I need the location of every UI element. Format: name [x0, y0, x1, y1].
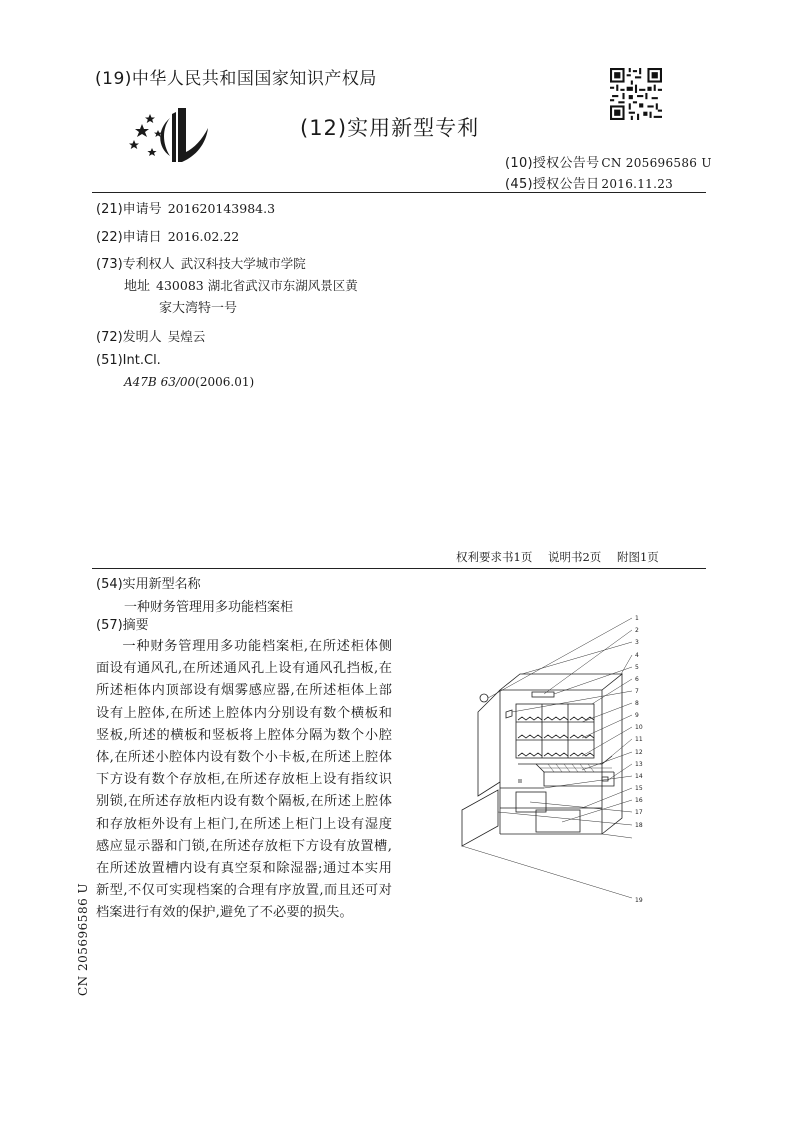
figure-label-15: 15 — [635, 785, 643, 792]
publication-date-label: (45)授权公告日 — [505, 177, 600, 192]
page-counts — [456, 549, 671, 565]
publication-number: CN 205696586 U — [601, 156, 712, 170]
address-line-1: 430083 湖北省武汉市东湖风景区黄 — [156, 278, 358, 293]
ipc-date: (2006.01) — [195, 375, 255, 389]
application-date: 2016.02.22 — [167, 229, 240, 244]
figure-label-9: 9 — [635, 712, 639, 719]
title-label: (54)实用新型名称 — [96, 577, 201, 592]
address-field — [124, 275, 358, 294]
figure-label-18: 18 — [635, 822, 643, 829]
side-publication-code: CN 205696586 U — [76, 882, 90, 996]
patentee: 武汉科技大学城市学院 — [180, 256, 306, 271]
patentee-field — [96, 253, 306, 272]
publication-date: 2016.11.23 — [601, 177, 674, 191]
ipc-classification — [124, 375, 254, 389]
office-name: (19)中华人民共和国国家知识产权局 — [95, 69, 377, 89]
claims-pages: 权利要求书1页 — [456, 550, 533, 564]
qr-code-icon — [610, 68, 662, 120]
inventor-field — [96, 326, 205, 345]
header-divider — [92, 192, 706, 193]
document-type: (12)实用新型专利 — [300, 116, 480, 140]
figure-label-6: 6 — [635, 676, 639, 683]
section-divider — [92, 568, 706, 569]
abstract-label: (57)摘要 — [96, 618, 149, 633]
ipc-code: A47B 63/00 — [124, 375, 196, 389]
inventor: 吴煌云 — [167, 329, 206, 344]
figure-label-10: 10 — [635, 724, 643, 731]
figure-label-3: 3 — [635, 639, 639, 646]
abstract-text: 一种财务管理用多功能档案柜,在所述柜体侧面设有通风孔,在所述通风孔上设有通风孔挡板,在所述柜体内顶部设有烟雾感应器,在所述柜体上部设有上腔体,在所述上腔体内分别设有数个横板和竖板,所述的横板和竖板将上腔体分隔为数个小腔体,在所述小腔体内设有数个小卡板,在所述上腔体下方设有数个存放柜,在所述存放柜上设有指纹识别锁,在所述存放柜内设有数个隔板,在所述上腔体和存放柜外设有上柜门,在所述上柜门上设有湿度感应显示器和门锁,在所述存放柜下方设有放置槽,在所述放置槽内设有真空泵和除湿器;通过本实用新型,不仅可实现档案的合理有序放置,而且还可对档案进行有效的保护,避免了不必要的损失。 — [96, 639, 392, 921]
application-date-label: (22)申请日 — [96, 230, 162, 245]
application-number-label: (21)申请号 — [96, 202, 162, 217]
figure-label-1: 1 — [635, 615, 639, 622]
description-pages: 说明书2页 — [547, 550, 602, 564]
figure-label-16: 16 — [635, 797, 643, 804]
figure-label-7: 7 — [635, 688, 639, 695]
inventor-label: (72)发明人 — [96, 330, 162, 345]
figure-label-13: 13 — [635, 761, 643, 768]
cabinet-drawing — [452, 612, 664, 902]
utility-model-title: 一种财务管理用多功能档案柜 — [124, 600, 294, 615]
figure-label-12: 12 — [635, 749, 643, 756]
figure-label-8: 8 — [635, 700, 639, 707]
ipc-label: (51)Int.Cl. — [96, 353, 161, 368]
publication-date-line — [505, 173, 673, 192]
cnipa-logo-icon — [128, 104, 212, 168]
figure-label-17: 17 — [635, 809, 643, 816]
publication-number-line — [505, 152, 712, 171]
drawing-pages: 附图1页 — [616, 550, 659, 564]
figure-label-19: 19 — [635, 897, 643, 902]
figure-label-4: 4 — [635, 652, 639, 659]
figure-label-14: 14 — [635, 773, 643, 780]
application-number: 201620143984.3 — [167, 201, 276, 216]
figure-label-2: 2 — [635, 627, 639, 634]
application-date-field — [96, 226, 239, 245]
address-label: 地址 — [124, 279, 151, 294]
publication-number-label: (10)授权公告号 — [505, 156, 600, 171]
address-line-2: 家大湾特一号 — [159, 301, 238, 316]
figure-label-5: 5 — [635, 664, 639, 671]
application-number-field — [96, 198, 275, 217]
patentee-label: (73)专利权人 — [96, 257, 175, 272]
figure-label-11: 11 — [635, 736, 643, 743]
